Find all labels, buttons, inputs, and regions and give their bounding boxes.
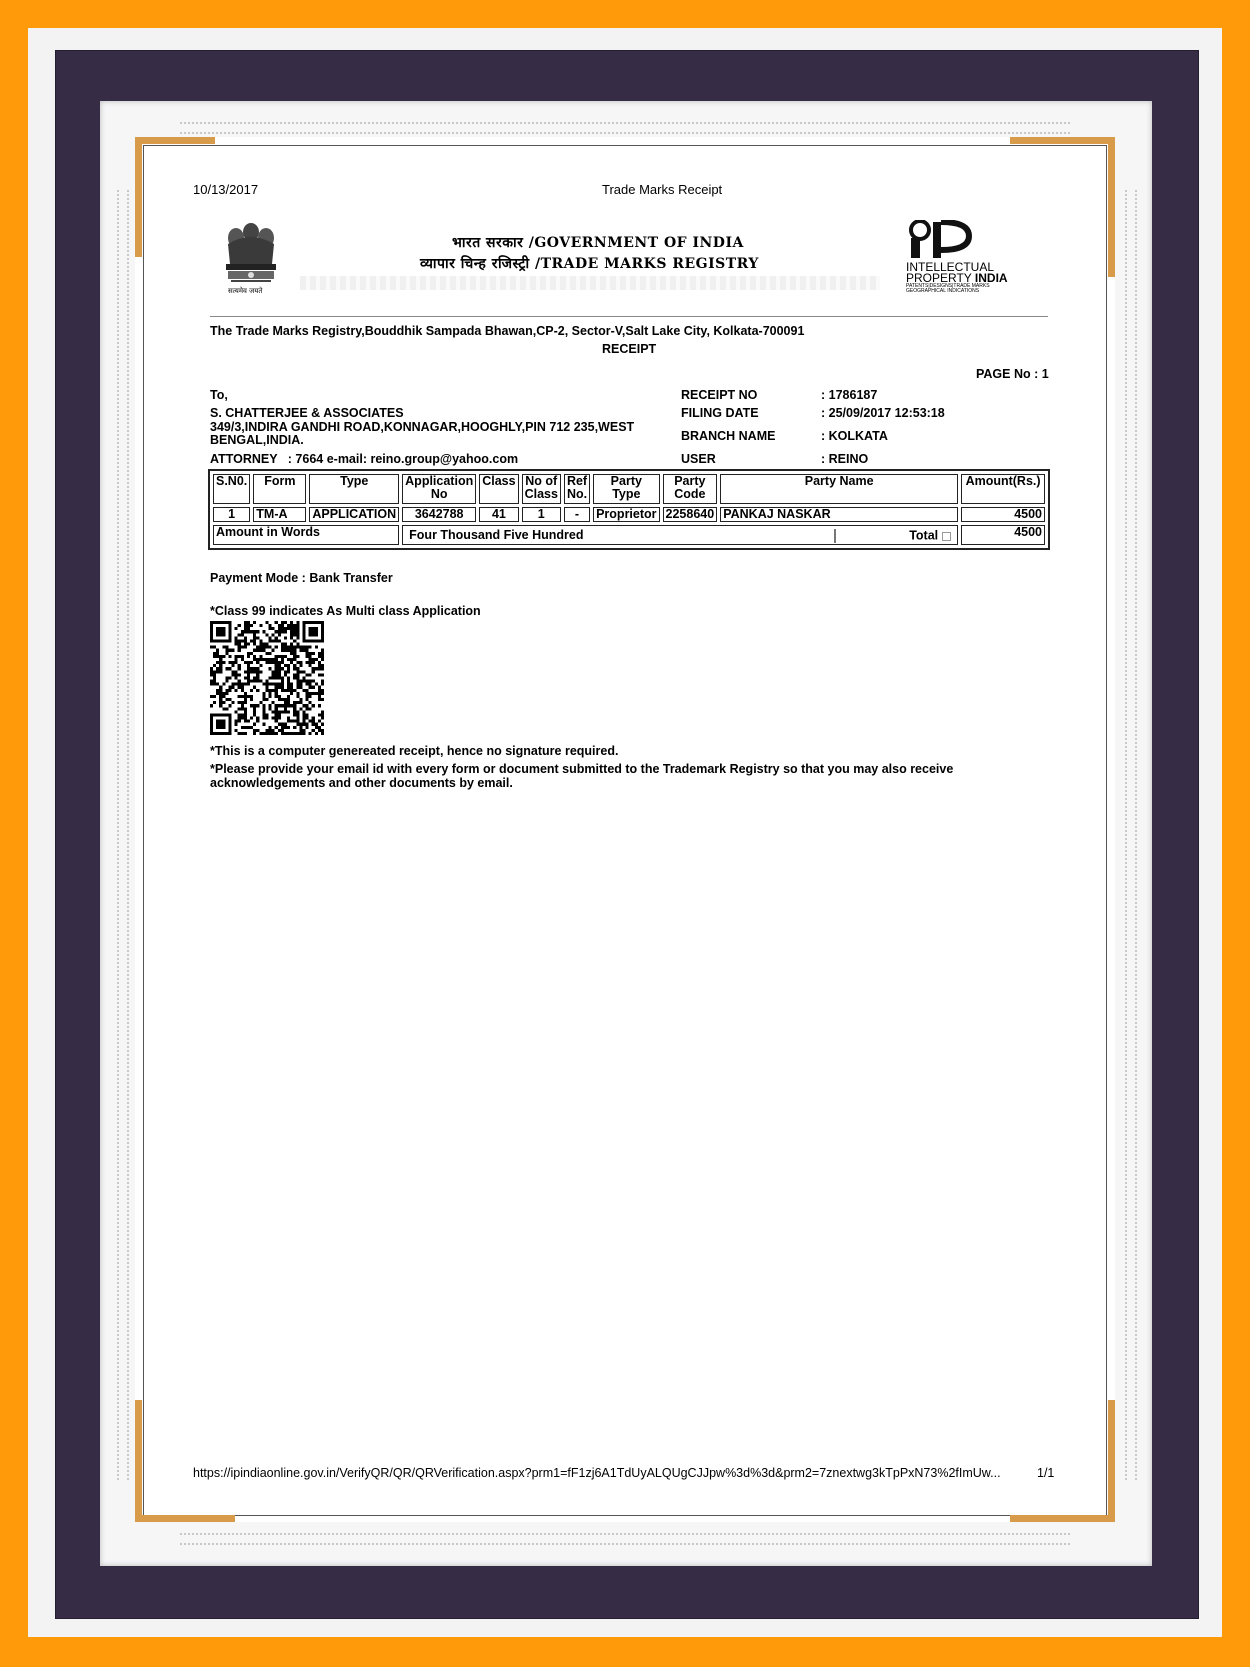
cell-amount: 4500 — [961, 507, 1045, 522]
to-label: To, — [210, 388, 228, 402]
addressee-line1: 349/3,INDIRA GANDHI ROAD,KONNAGAR,HOOGHLY,PIN 712 235,WEST — [210, 420, 635, 434]
ip-logo-text: INTELLECTUAL PROPERTY INDIA PATENTS|DESIGNS|TRADE MARKS GEOGRAPHICAL INDICATIONS — [906, 260, 1008, 294]
class-note: *Class 99 indicates As Multi class Application — [210, 604, 481, 618]
print-date: 10/13/2017 — [193, 182, 259, 197]
header-watermark-band — [300, 276, 880, 290]
cell-application-no: 3642788 — [402, 507, 476, 522]
footer-note-2b: acknowledgements and other documents by email. — [210, 776, 513, 790]
filing-date-value: : 25/09/2017 12:53:18 — [821, 406, 945, 420]
national-emblem-icon — [216, 220, 286, 296]
amount-words-label: Amount in Words — [213, 525, 399, 545]
gov-title-line2: व्यापार चिन्ह रजिस्ट्री /TRADE MARKS REGISTRY — [420, 256, 759, 272]
amount-words-row — [213, 525, 1045, 545]
table-row — [213, 507, 1045, 522]
footer-note-1: *This is a computer genereated receipt, hence no signature required. — [210, 744, 619, 758]
amount-words-cell — [402, 525, 958, 545]
qr-code-icon — [210, 621, 324, 735]
cell-party-name: PANKAJ NASKAR — [720, 507, 958, 522]
attorney-line: ATTORNEY : 7664 e-mail: reino.group@yahoo.com — [210, 452, 519, 466]
user-value: : REINO — [821, 452, 869, 466]
cell-no-of-class: 1 — [522, 507, 561, 522]
total-value: 4500 — [961, 525, 1045, 545]
user-label: USER — [681, 452, 716, 466]
col-header-party-name: Party Name — [720, 474, 958, 504]
col-header-party-type: Party Type — [593, 474, 659, 504]
col-header-no-of-class: No of Class — [522, 474, 561, 504]
cell-party-type: Proprietor — [593, 507, 659, 522]
filing-date-label: FILING DATE — [681, 406, 759, 420]
amount-words-value: Four Thousand Five Hundred — [409, 527, 584, 542]
registry-address: The Trade Marks Registry,Bouddhik Sampada Bhawan,CP-2, Sector-V,Salt Lake City, Kolkata-700091 — [210, 324, 805, 338]
col-header-party-code: Party Code — [663, 474, 718, 504]
col-header-ref-no: Ref No. — [564, 474, 590, 504]
cell-form: TM-A — [253, 507, 306, 522]
col-header-type: Type — [309, 474, 399, 504]
addressee-line2: BENGAL,INDIA. — [210, 433, 304, 447]
receipt-no-value: : 1786187 — [821, 388, 878, 402]
total-checkbox-icon — [942, 532, 951, 541]
cell-ref-no: - — [564, 507, 590, 522]
gov-title-line1: भारत सरकार /GOVERNMENT OF INDIA — [452, 235, 744, 251]
cell-type: APPLICATION — [309, 507, 399, 522]
page-number: PAGE No : 1 — [976, 367, 1049, 381]
addressee-name: S. CHATTERJEE & ASSOCIATES — [210, 406, 404, 420]
col-header-class: Class — [479, 474, 518, 504]
total-group — [834, 529, 951, 543]
print-title: Trade Marks Receipt — [602, 182, 723, 197]
col-header-sno: S.N0. — [213, 474, 250, 504]
cell-class: 41 — [479, 507, 518, 522]
receipt-heading: RECEIPT — [602, 342, 657, 356]
header-divider — [210, 316, 1048, 317]
fee-table — [208, 469, 1050, 550]
total-separator — [834, 529, 836, 543]
branch-name-label: BRANCH NAME — [681, 429, 776, 443]
total-label: Total — [909, 528, 939, 543]
table-header-row — [213, 474, 1045, 504]
payment-mode: Payment Mode : Bank Transfer — [210, 571, 393, 585]
col-header-application-no: Application No — [402, 474, 476, 504]
branch-name-value: : KOLKATA — [821, 429, 888, 443]
col-header-amount: Amount(Rs.) — [961, 474, 1045, 504]
col-header-form: Form — [253, 474, 306, 504]
verification-url[interactable]: https://ipindiaonline.gov.in/VerifyQR/QR/QRVerification.aspx?prm1=fF1zj6A1TdUyALQUgCJJpw%3d%3d&prm2=7znextwg3kTpPxN73%2fImUw... — [193, 1466, 1001, 1480]
cell-sno: 1 — [213, 507, 250, 522]
emblem-motto: सत्यमेव जयते — [228, 287, 263, 295]
receipt-no-label: RECEIPT NO — [681, 388, 758, 402]
ip-india-logo-icon — [905, 220, 975, 260]
cell-party-code: 2258640 — [663, 507, 718, 522]
footer-note-2a: *Please provide your email id with every form or document submitted to the Trademark Registry so that you may also receive — [210, 762, 954, 776]
print-page-count: 1/1 — [1037, 1466, 1055, 1480]
